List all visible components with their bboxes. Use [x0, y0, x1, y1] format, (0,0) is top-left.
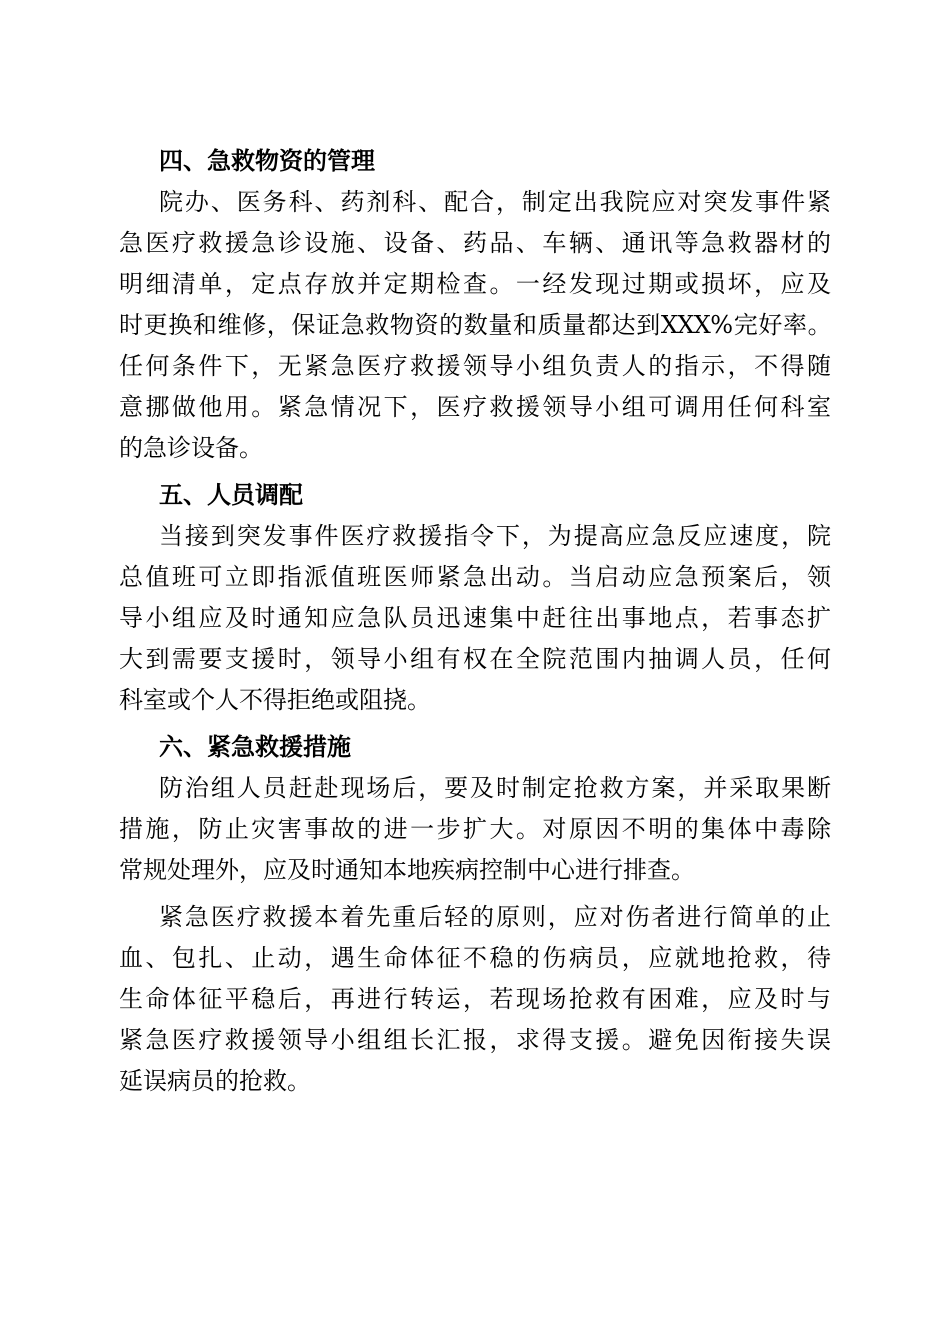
paragraph-line: 大到需要支援时，领导小组有权在全院范围内抽调人员，任何 — [119, 645, 831, 673]
paragraph-line: 的急诊设备。 — [119, 434, 263, 462]
paragraph-line: 血、包扎、止动，遇生命体征不稳的伤病员，应就地抢救，待 — [119, 944, 831, 972]
paragraph-line: 总值班可立即指派值班医师紧急出动。当启动应急预案后，领 — [119, 563, 831, 591]
paragraph-triage — [119, 897, 831, 1102]
paragraph-line: 延误病员的抢救。 — [119, 1067, 311, 1095]
paragraph-supplies — [119, 182, 831, 469]
paragraph-line: 时更换和维修，保证急救物资的数量和质量都达到XXX%完好率。 — [119, 311, 831, 339]
paragraph-line: 措施，防止灾害事故的进一步扩大。对原因不明的集体中毒除 — [119, 815, 831, 843]
paragraph-line: 紧急医疗救援领导小组组长汇报，求得支援。避免因衔接失误 — [119, 1026, 831, 1054]
paragraph-line: 紧急医疗救援本着先重后轻的原则，应对伤者进行简单的止 — [159, 903, 831, 931]
paragraph-line: 生命体征平稳后，再进行转运，若现场抢救有困难，应及时与 — [119, 985, 831, 1013]
paragraph-line: 导小组应及时通知应急队员迅速集中赶往出事地点，若事态扩 — [119, 604, 831, 632]
paragraph-line: 科室或个人不得拒绝或阻挠。 — [119, 686, 431, 714]
section-heading-5: 五、人员调配 — [159, 481, 303, 509]
paragraph-line: 当接到突发事件医疗救援指令下，为提高应急反应速度，院 — [159, 522, 831, 550]
paragraph-line: 任何条件下，无紧急医疗救援领导小组负责人的指示，不得随 — [119, 352, 831, 380]
paragraph-line: 意挪做他用。紧急情况下，医疗救援领导小组可调用任何科室 — [119, 393, 831, 421]
paragraph-line: 常规处理外，应及时通知本地疾病控制中心进行排查。 — [119, 856, 695, 884]
paragraph-line: 防治组人员赶赴现场后，要及时制定抢救方案，并采取果断 — [159, 774, 831, 802]
section-heading-6: 六、紧急救援措施 — [159, 733, 351, 761]
paragraph-staffing — [119, 516, 831, 721]
paragraph-line: 急医疗救援急诊设施、设备、药品、车辆、通讯等急救器材的 — [119, 229, 831, 257]
paragraph-line: 明细清单，定点存放并定期检查。一经发现过期或损坏，应及 — [119, 270, 831, 298]
paragraph-rescue-measures — [119, 768, 831, 891]
section-heading-4: 四、急救物资的管理 — [159, 147, 375, 175]
document-page — [119, 141, 831, 1102]
paragraph-line: 院办、医务科、药剂科、配合，制定出我院应对突发事件紧 — [159, 188, 831, 216]
